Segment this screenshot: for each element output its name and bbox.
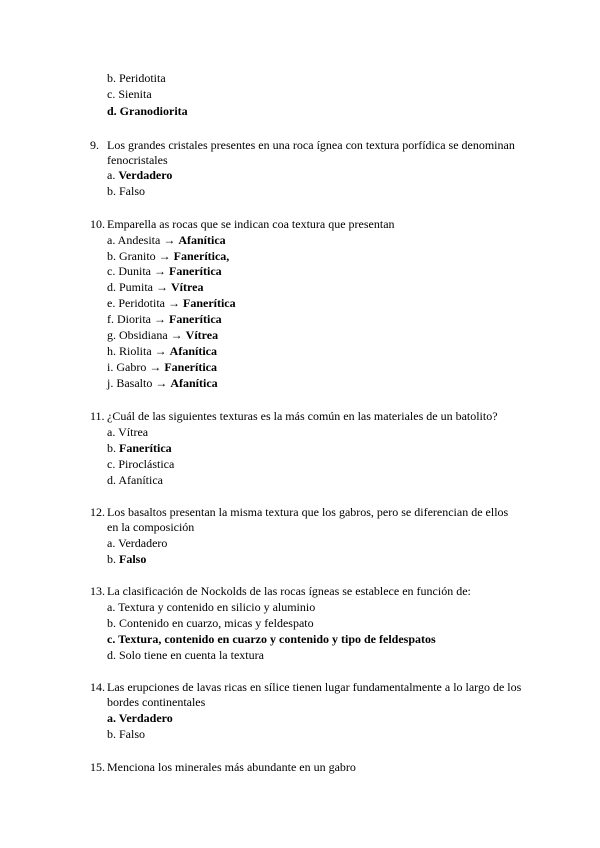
q10-texture: Fanerítica	[169, 312, 222, 326]
q11-option-b-answer: Fanerítica	[119, 441, 172, 455]
q10-rock: f. Diorita	[107, 312, 151, 326]
q13-number: 13.	[90, 584, 105, 598]
q11-option-b	[107, 441, 172, 455]
arrow-icon: →	[154, 264, 166, 278]
q8-option-d-answer: d. Granodiorita	[107, 104, 188, 118]
q12-question-line1: Los basaltos presentan la misma textura que los gabros, pero se diferencian de ellos	[107, 505, 509, 519]
q10-number: 10.	[90, 217, 105, 231]
q8-option-c: c. Sienita	[107, 87, 152, 101]
q10-pair-b	[107, 249, 229, 263]
q12-number: 12.	[90, 505, 105, 519]
q13-option-a: a. Textura y contenido en silicio y aluminio	[107, 600, 316, 614]
q13-question: La clasificación de Nockolds de las rocas ígneas se establece en función de:	[107, 584, 471, 598]
q10-pair-i	[107, 360, 217, 374]
q10-texture: Vítrea	[185, 328, 219, 342]
q13-option-b: b. Contenido en cuarzo, micas y feldespato	[107, 616, 314, 630]
q10-pair-f	[107, 312, 222, 326]
q10-texture: Fanerítica	[169, 264, 222, 278]
q12-option-b	[107, 552, 146, 566]
q10-texture: Fanerítica	[164, 360, 217, 374]
arrow-icon: →	[158, 249, 171, 263]
q9-option-b: b. Falso	[107, 184, 146, 198]
q10-texture: Vítrea	[171, 280, 204, 294]
q10-pair-c	[107, 264, 222, 278]
q9-question-line1: Los grandes cristales presentes en una roca ígnea con textura porfídica se denominan	[107, 138, 515, 152]
q10-pair-j	[107, 376, 218, 390]
q10-pair-g	[107, 328, 218, 342]
q10-rock: c. Dunita	[107, 264, 151, 278]
q15-question: Menciona los minerales más abundante en un gabro	[107, 760, 356, 774]
q11-question: ¿Cuál de las siguientes texturas es la más común en las materiales de un batolito?	[107, 409, 498, 423]
arrow-icon: →	[149, 360, 162, 374]
q10-texture: Fanerítica,	[173, 249, 230, 263]
arrow-icon: →	[167, 296, 180, 310]
q14-question-line1: Las erupciones de lavas ricas en sílice tienen lugar fundamentalmente a lo largo de los	[107, 680, 522, 694]
q10-texture: Fanerítica	[182, 296, 236, 310]
q9-question-line2: fenocristales	[107, 153, 168, 167]
q10-pair-e	[107, 296, 236, 310]
arrow-icon: →	[155, 376, 168, 390]
q11-option-d: d. Afanítica	[107, 473, 163, 487]
q10-pair-a	[107, 233, 226, 247]
q14-question-line2: bordes continentales	[107, 695, 206, 709]
q11-number: 11.	[90, 409, 105, 423]
q13-option-d: d. Solo tiene en cuenta la textura	[107, 648, 264, 662]
q10-pair-d	[107, 280, 203, 294]
q10-rock: j. Basalto	[107, 376, 153, 390]
q15-number: 15.	[90, 760, 105, 774]
q9-option-a-answer: Verdadero	[118, 168, 173, 182]
q10-rock: i. Gabro	[107, 360, 147, 374]
q14-number: 14.	[90, 680, 105, 694]
arrow-icon: →	[163, 233, 176, 247]
q10-texture: Afanítica	[178, 233, 226, 247]
arrow-icon: →	[156, 280, 169, 294]
q10-rock: h. Riolita	[107, 344, 152, 358]
q9-option-a	[107, 168, 172, 182]
q14-option-a-answer: a. Verdadero	[107, 711, 173, 725]
q9-number: 9.	[90, 138, 99, 152]
q10-rock: b. Granito	[107, 249, 156, 263]
q12-option-b-prefix: b.	[107, 552, 119, 566]
q10-texture: Afanítica	[170, 376, 218, 390]
q13-option-c-answer: c. Textura, contenido en cuarzo y contenido y tipo de feldespatos	[107, 632, 436, 646]
q10-rock: g. Obsidiana	[107, 328, 168, 342]
q14-option-b: b. Falso	[107, 727, 146, 741]
q12-option-a: a. Verdadero	[107, 536, 168, 550]
q11-option-c: c. Piroclástica	[107, 457, 175, 471]
q10-texture: Afanítica	[169, 344, 217, 358]
q9-option-a-prefix: a.	[107, 168, 119, 182]
q11-option-b-prefix: b.	[107, 441, 119, 455]
q10-rock: a. Andesita	[107, 233, 161, 247]
q10-question: Emparella as rocas que se indican coa textura que presentan	[107, 217, 395, 231]
arrow-icon: →	[154, 312, 166, 326]
q10-rock: d. Pumita	[107, 280, 154, 294]
q12-question-line2: en la composición	[107, 520, 195, 534]
q11-option-a: a. Vítrea	[107, 425, 149, 439]
q10-rock: e. Peridotita	[107, 296, 165, 310]
q12-option-b-answer: Falso	[119, 552, 147, 566]
arrow-icon: →	[170, 328, 183, 342]
q8-option-b: b. Peridotita	[107, 71, 166, 85]
q10-pair-h	[107, 344, 217, 358]
arrow-icon: →	[154, 344, 167, 358]
